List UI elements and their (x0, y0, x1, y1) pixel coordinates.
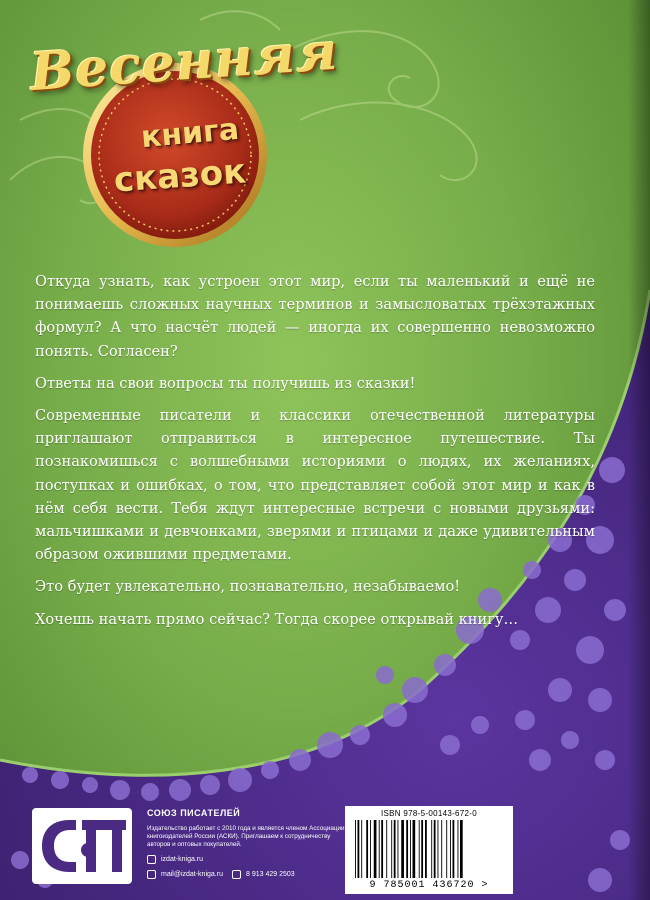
decorative-dot (588, 688, 612, 712)
web-icon (147, 855, 156, 864)
series-badge (28, 20, 341, 250)
barcode-bar (355, 820, 356, 878)
publisher-phone[interactable] (232, 870, 295, 879)
decorative-dot (228, 768, 252, 792)
isbn-label: ISBN 978-5-00143-672-0 (381, 809, 477, 818)
decorative-dot (599, 457, 625, 483)
barcode-bar (410, 820, 411, 878)
series-subtitle-line2: сказок (112, 151, 248, 201)
decorative-dot (11, 851, 29, 869)
barcode-bar (379, 820, 380, 878)
decorative-dot (51, 771, 69, 789)
decorative-dot (169, 779, 191, 801)
barcode-bar (438, 820, 439, 878)
paragraph: Современные писатели и классики отечественной литературы приглашают отправиться в интересное путешествие. Ты познакомишься с волшебными историями о людях, их желаниях, поступках и ошибках, о том, что представляет собой этот мир и как в нём себя вести. Тебя ждут интересные встречи с новыми друзьями: мальчишками и девчонками, зверями и птицами и даже удивительным образом ожившими предметами. (35, 407, 595, 564)
barcode-bar (453, 820, 455, 878)
barcode (353, 820, 503, 880)
barcode-bar (361, 820, 362, 878)
barcode-bar (441, 820, 442, 878)
decorative-dot (376, 666, 394, 684)
barcode-bar (413, 820, 416, 878)
decorative-dot (402, 677, 428, 703)
barcode-bar (450, 820, 451, 878)
barcode-bar (386, 820, 387, 878)
decorative-dot (561, 731, 579, 749)
decorative-dot (529, 749, 551, 771)
series-title: Весенняя (28, 20, 341, 104)
phone-icon (232, 870, 241, 879)
paragraph: Ответы на свои вопросы ты получишь из сказки! (35, 374, 416, 392)
barcode-bar (458, 820, 459, 878)
mail-icon (147, 870, 156, 879)
decorative-dot (110, 780, 130, 800)
decorative-dot (261, 761, 279, 779)
publisher-website[interactable] (147, 855, 203, 864)
publisher-logo (30, 800, 138, 890)
decorative-dot (588, 868, 612, 892)
barcode-bar (460, 820, 463, 878)
barcode-number: 9 785001 436720 > (369, 880, 489, 891)
barcode-bar (406, 820, 408, 878)
annotation-text (35, 270, 595, 640)
decorative-dot (515, 710, 535, 730)
decorative-dot (604, 599, 626, 621)
decorative-dot (548, 678, 572, 702)
barcode-bar (391, 820, 392, 878)
barcode-bar (370, 820, 371, 878)
barcode-bar (446, 820, 447, 878)
decorative-dot (317, 732, 343, 758)
barcode-bar (394, 820, 396, 878)
barcode-bar (431, 820, 432, 878)
email-text: mail@izdat-kniga.ru (161, 871, 223, 878)
barcode-bar (419, 820, 420, 878)
website-text: izdat-kniga.ru (161, 856, 204, 863)
paragraph: Хочешь начать прямо сейчас? Тогда скорее открывай книгу… (35, 610, 519, 628)
publisher-name: СОЮЗ ПИСАТЕЛЕЙ (147, 808, 241, 818)
decorative-dot (82, 777, 98, 793)
decorative-dot (350, 725, 370, 745)
decorative-dot (595, 750, 615, 770)
barcode-bar (358, 820, 360, 878)
decorative-dot (289, 749, 311, 771)
barcode-bar (421, 820, 423, 878)
decorative-dot (471, 716, 489, 734)
decorative-dot (141, 783, 159, 801)
book-spine-shadow (628, 0, 650, 900)
publisher-description: Издательство работает с 2010 года и является членом Ассоциации книгоиздателей России (АСКИ). Приглашаем к сотрудничеству авторов и оптовых покупателей. (147, 825, 345, 848)
barcode-bar (374, 820, 377, 878)
series-subtitle-line1: книга (139, 111, 241, 156)
decorative-dot (610, 830, 630, 850)
barcode-bar (401, 820, 404, 878)
decorative-dot (383, 703, 407, 727)
paragraph: Это будет увлекательно, познавательно, незабываемо! (35, 578, 461, 596)
isbn-barcode-block (345, 806, 513, 894)
decorative-dot (434, 654, 456, 676)
decorative-dot (22, 767, 38, 783)
barcode-bar (425, 820, 427, 878)
barcode-bar (398, 820, 399, 878)
phone-text: 8 913 429 2503 (246, 871, 295, 878)
barcode-bar (381, 820, 383, 878)
decorative-dot (200, 775, 220, 795)
barcode-bar (366, 820, 368, 878)
publisher-email[interactable] (147, 870, 223, 879)
barcode-bar (434, 820, 436, 878)
decorative-dot (576, 636, 604, 664)
paragraph: Откуда узнать, как устроен этот мир, если ты маленький и ещё не понимаешь сложных научных терминов и замысловатых трёхэтажных формул? А что насчёт людей — иногда их совершенно невозможно понять. Согласен? (35, 273, 595, 360)
decorative-dot (440, 735, 460, 755)
